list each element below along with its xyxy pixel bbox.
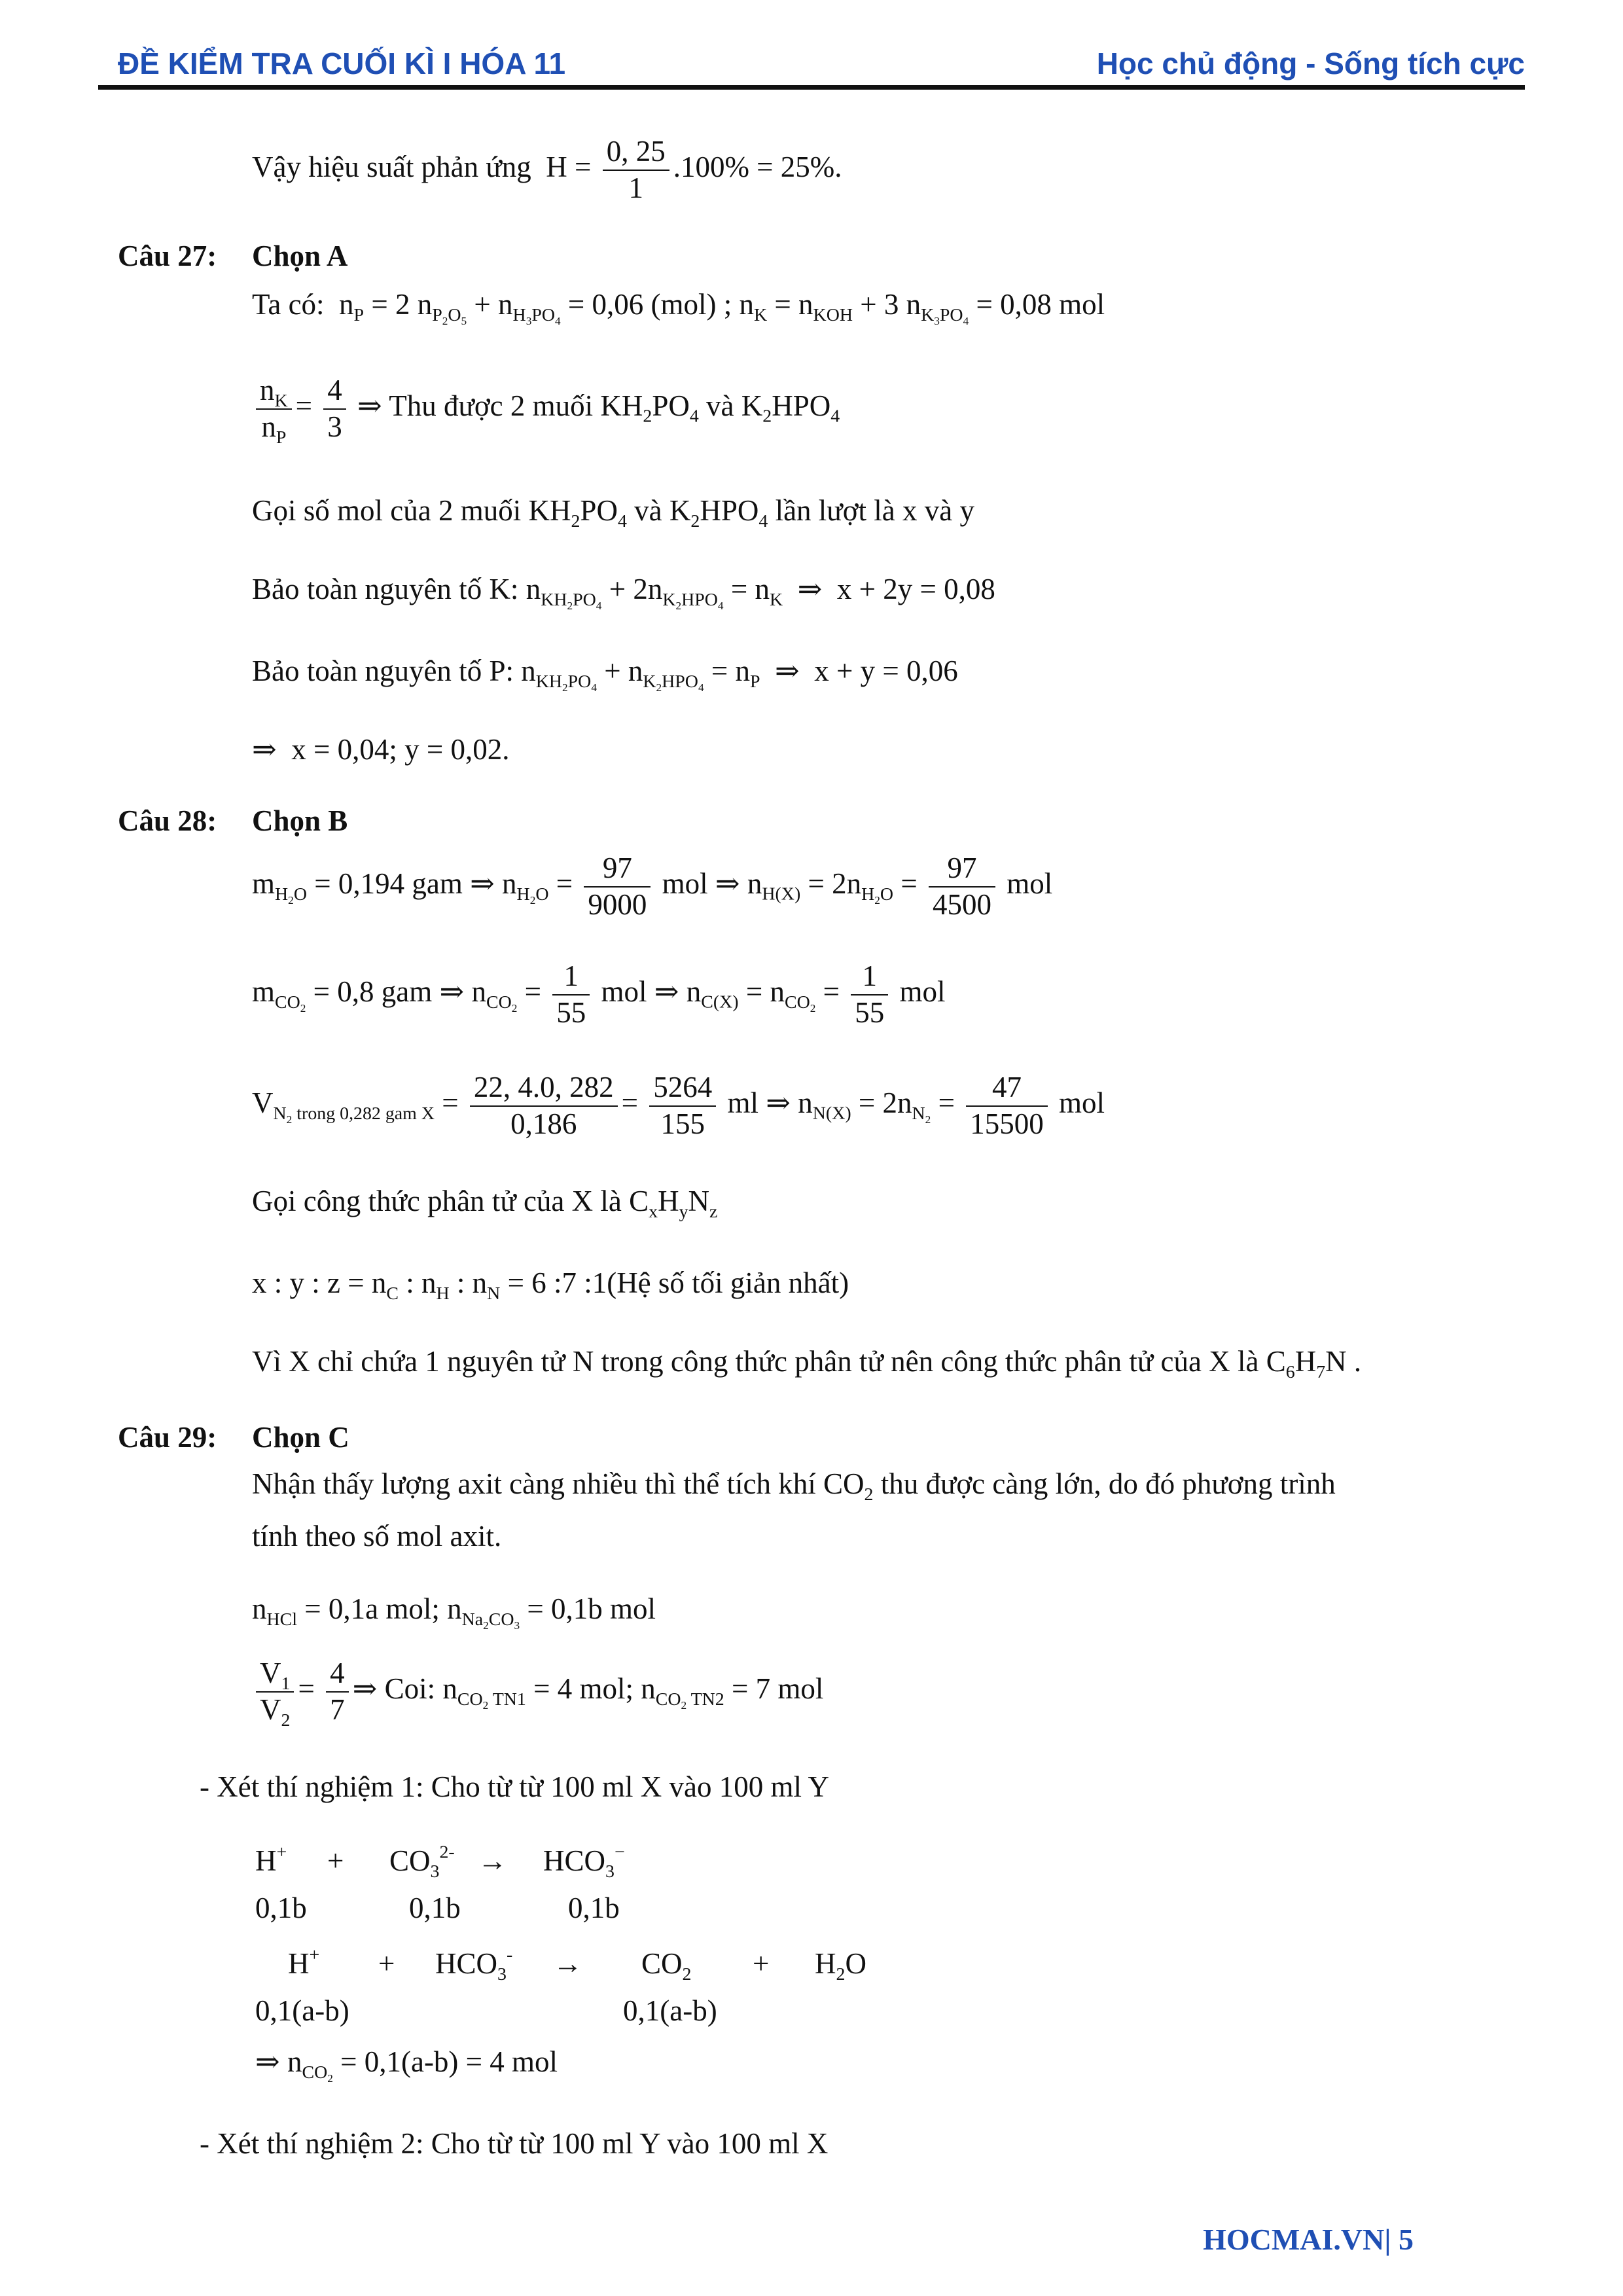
result1-text: = 0,1(a-b) = 4 mol [340,2045,558,2078]
h2o-num: 97 [584,851,651,888]
q29-n-line: $n_{HCl} = 0,1a$ mol; $n_{Na_2CO_3} = 0,1b$ mol [252,1592,656,1632]
obs1b: thu được càng lớn, do đó phương trình [880,1467,1336,1500]
r1-arrow: → [478,1844,507,1877]
h2o-mass: = 0,194 gam [314,867,463,900]
efficiency-text: Vậy hiệu suất phản ứng [252,150,531,183]
efficiency-fraction [603,134,669,206]
q28-co2-line: $m_{CO_2} = 0,8$ gam ⇒ $n_{CO_2}$ = $\frac{1}{55}$ mol ⇒ $n_{C(X)} = n_{CO_2}$ = $\frac{1}{55}$ mol [252,959,946,1030]
q27-taco-line: Ta có: $n_P = 2$ $n_{P_2O_5} + n_{H_3PO_4} = 0,06$ (mol) ; $n_K = n_{KOH} + 3$ $n_{K_3PO_4} = 0,08$ mol [252,288,1105,327]
k-result: x + 2y = 0,08 [836,573,995,605]
mol-text: mol [1058,1086,1105,1119]
cx-fraction [851,959,888,1030]
h-eq: H = [546,150,592,183]
r2-plus-2: + [753,1947,770,1980]
v-num: 22, 4.0, 282 [470,1070,618,1107]
r2-h2o: $H_2O$ [815,1947,866,1984]
q27-choice: Chọn A [252,240,348,272]
q29-exp2: - Xét thí nghiệm 2: Cho từ từ 100 ml Y vào 100 ml X [200,2127,829,2160]
nk-np-fraction: $\frac{n_K}{n_P}$ [256,373,292,444]
r1-plus: + [327,1844,344,1877]
ratio-den: 3 [327,410,342,443]
nx-den: 15500 [970,1107,1044,1140]
q27-label: Câu 27: [118,240,217,272]
r2-plus-1: + [378,1947,395,1980]
mol-text: mol [899,975,946,1008]
co2-num: 1 [552,959,590,996]
efficiency-rest: .100% = 25%. [673,150,842,183]
h2o-den: 9000 [588,888,647,921]
ratio-note: (Hệ số tối giản nhất) [607,1266,849,1299]
result-text: Thu được 2 muối [389,389,594,422]
q28-conclusion: Vì X chỉ chứa 1 nguyên tử N trong công thức phân tử nên công thức phân tử của X là $C_6H_7N$ . [252,1345,1362,1382]
n-eq2: = 0,1b mol [527,1592,656,1625]
q28-ratio-line: x : y : $z = n_C$ : $n_H$ : $n_N = 6$ :7 :1(Hệ số tối giản nhất) [252,1266,849,1304]
n-eq: = 0,1a mol; n [304,1592,462,1625]
k-balance-text: Bảo toàn nguyên tố K: [252,573,519,605]
r1-h-plus: H+ [255,1842,287,1877]
q29-result1: ⇒ $n_{CO_2} = 0,1(a-b) = 4$ mol [255,2045,558,2085]
formula-text: Gọi công thức phân tử của X là [252,1185,622,1217]
v-sub: trong 0,282 gam X [296,1103,435,1124]
q28-choice: Chọn B [252,804,348,837]
q28-volume-line: $V_{N_2 trong 0,282 gam X}$ = $\frac{22, 4.0, 282}{0,186}$ = $\frac{5264}{155}$ ml ⇒ $n_{N(X)} = 2n_{N_2}$ = $\frac{47}{15500}$ mol [252,1070,1105,1141]
q28-h2o-line: $m_{H_2O} = 0,194$ gam ⇒ $n_{H_2O}$ = $\frac{97}{9000}$ mol ⇒ $n_{H(X)} = 2n_{H_2O}$ = $\frac{97}{4500}$ mol [252,851,1052,922]
ratio-text: x : y : z = n [252,1266,387,1299]
conclusion-text: Vì X chỉ chứa 1 nguyên tử N trong công thức phân tử nên công thức phân tử của X là [252,1345,1259,1378]
and-text: và [634,494,662,527]
q29-obs1: Nhận thấy lượng axit càng nhiều thì thể tích khí $CO_2$ thu được càng lớn, do đó phương trình [252,1467,1336,1505]
v2-den: 155 [660,1107,705,1140]
hx-fraction [929,851,995,922]
q27-k-balance: Bảo toàn nguyên tố K: $n_{KH_2PO_4} + 2n_{K_2HPO_4} = n_K$ ⇒ x + 2y = 0,08 [252,573,995,612]
v1-v2-fraction: $\frac{V_1}{V_2}$ [256,1656,294,1727]
coi-mid: = 4 mol; n [533,1672,656,1705]
r1-val-2: 0,1b [409,1892,461,1924]
hx-den: 4500 [932,888,991,921]
hx-num: 97 [929,851,995,888]
call-end: lần lượt là x và y [775,494,974,527]
frac-num: 0, 25 [603,134,669,171]
r2-h-plus: H+ [288,1945,320,1980]
v-ratio-fraction [326,1656,349,1727]
q29-v-line: $\frac{V_1}{V_2}$ = $\frac{4}{7}$ ⇒ Coi: $n_{CO_2 TN1} = 4$ mol; $n_{CO_2 TN2} = 7$ mol [252,1656,823,1727]
vr-den: 7 [330,1693,345,1726]
nx-fraction [966,1070,1048,1141]
p-balance-text: Bảo toàn nguyên tố P: [252,655,514,687]
mol-text: mol [601,975,647,1008]
ratio-num: 4 [323,373,346,410]
r2-co2: $CO_2$ [641,1947,692,1984]
and-text: và [706,389,734,422]
eq2-rest: = 0,08 mol [976,288,1105,321]
q27-final: ⇒ x = 0,04; y = 0,02. [252,733,510,766]
q28-label: Câu 28: [118,804,217,837]
r1-val-1: 0,1b [255,1892,307,1924]
cx-den: 55 [855,996,885,1029]
nx-num: 47 [966,1070,1048,1107]
eq1-rest: = 0,06 (mol) ; [567,288,732,321]
v-fraction [470,1070,618,1141]
q28-formula-line: Gọi công thức phân tử của X là $C_xH_yN_z$ [252,1185,718,1222]
v2-fraction [649,1070,716,1141]
header-rule [98,85,1525,90]
header-slogan: Học chủ động - Sống tích cực [1096,46,1525,81]
q27-call-line: Gọi số mol của 2 muối $KH_2PO_4$ và $K_2HPO_4$ lần lượt là x và y [252,494,974,531]
mol-text: mol [662,867,708,900]
r2-val-1: 0,1(a-b) [255,1994,349,2027]
cx-num: 1 [851,959,888,996]
h2o-fraction [584,851,651,922]
r2-arrow: → [553,1947,582,1980]
v2-num: 5264 [649,1070,716,1107]
q27-ratio-line: $\frac{n_K}{n_P}$ = $\frac{4}{3}$ ⇒ Thu được 2 muối $KH_2PO_4$ và $K_2HPO_4$ [252,373,840,444]
call-text: Gọi số mol của 2 muối [252,494,522,527]
q29-obs2: tính theo số mol axit. [252,1520,502,1552]
ratio-fraction [323,373,346,444]
efficiency-line [252,134,842,206]
q29-exp1: - Xét thí nghiệm 1: Cho từ từ 100 ml X vào 100 ml Y [200,1770,830,1803]
co2-den: 55 [556,996,586,1029]
r1-co3: $CO_3^{2-}$ [389,1842,455,1882]
r1-val-3: 0,1b [568,1892,620,1924]
final-text: x = 0,04; y = 0,02. [291,733,510,766]
ml-text: ml [727,1086,759,1119]
footer-page: HOCMAI.VN| 5 [1203,2223,1414,2256]
p-result: x + y = 0,06 [814,655,958,687]
coi-text: Coi: n [384,1672,457,1705]
r1-hco3: $HCO_3^-$ [543,1842,625,1882]
q27-p-balance: Bảo toàn nguyên tố P: $n_{KH_2PO_4} + n_{K_2HPO_4} = n_P$ ⇒ x + y = 0,06 [252,655,958,694]
r2-hco3: $HCO_3^-$ [435,1945,513,1984]
ratio-result: = 6 :7 :1 [507,1266,607,1299]
q29-choice: Chọn C [252,1421,349,1454]
taco-text: Ta có: [252,288,325,321]
mol-text: mol [1007,867,1053,900]
coi-end: = 7 mol [731,1672,824,1705]
obs1a: Nhận thấy lượng axit càng nhiều thì thể tích khí [252,1467,816,1500]
v-den: 0,186 [510,1107,577,1140]
header-title: ĐỀ KIỂM TRA CUỐI KÌ I HÓA 11 [118,46,566,81]
q29-label: Câu 29: [118,1421,217,1454]
frac-den: 1 [628,171,643,204]
vr-num: 4 [326,1656,349,1693]
co2-fraction [552,959,590,1030]
r2-val-2: 0,1(a-b) [623,1994,717,2027]
co2-mass: = 0,8 gam [313,975,433,1008]
